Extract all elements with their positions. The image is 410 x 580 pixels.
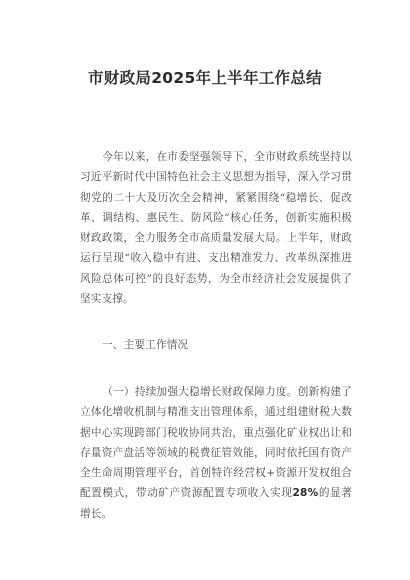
section1-text: （一）持续加强大稳增长财政保障力度。创新构建了立体化增收机制与精准支出管理体系，通过组建财税大数据中心实现跨部门税收协同共治，重点强化矿业权出让和存量资产盘活等领域的税费征管效能，同时依托国有资产全生命周期管理平台，首创特许经营权+资源开发权组合配置模式，带动矿产资源配置专项收入实现 [80,386,352,500]
intro-paragraph: 今年以来，在市委坚强领导下，全市财政系统坚持以习近平新时代中国特色社会主义思想为指导，深入学习贯彻党的二十大及历次全会精神，紧紧围绕“稳增长、促改革、调结构、惠民生、防风险”核心任务，创新实施积极财政政策，全力服务全市高质量发展大局。上半年，财政运行呈现“收入稳中有进、支出精准发力、改革纵深推进风险总体可控”的良好态势，为全市经济社会发展提供了坚实支撑。 [80,151,352,306]
section-heading: 一、主要工作情况 [102,339,189,351]
section1-tail: 的显著增长。 [80,487,352,520]
section1-paragraph [80,382,352,536]
document-title: 市财政局2025年上半年工作总结 [88,69,322,87]
growth-figure: 28% [292,487,319,500]
